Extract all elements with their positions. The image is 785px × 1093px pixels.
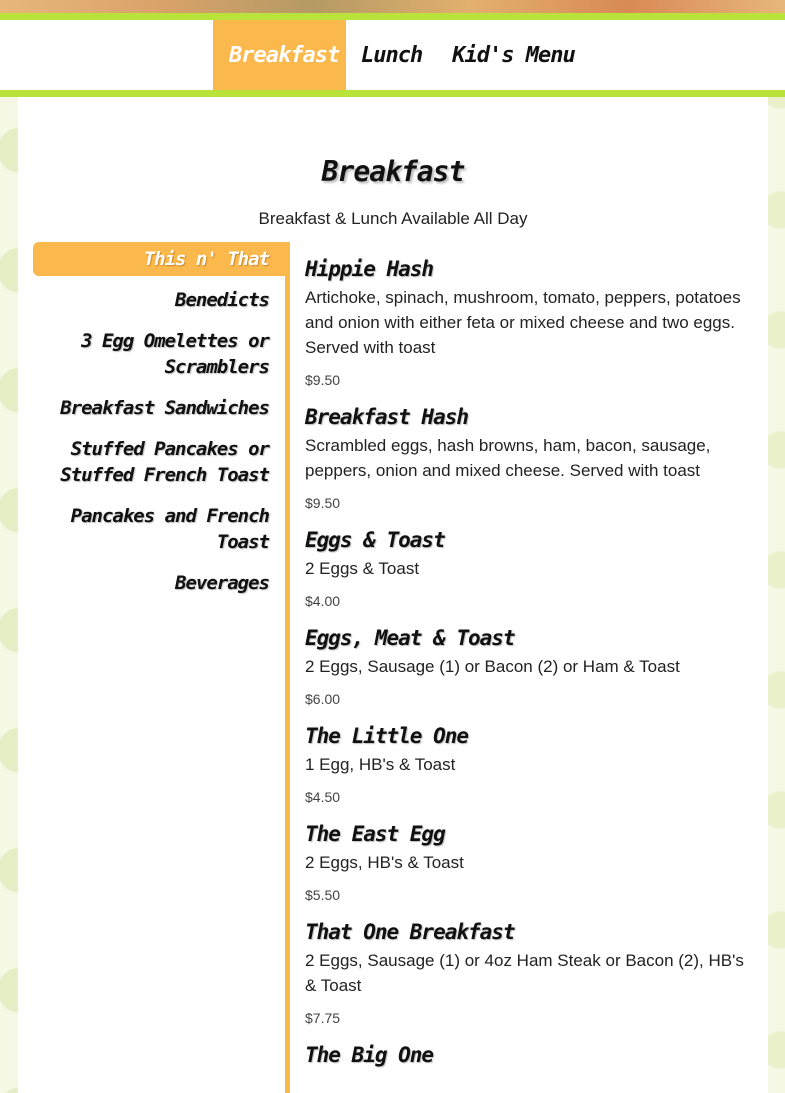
menu-item-description: 2 Eggs, Sausage (1) or 4oz Ham Steak or Bacon (2), HB's & Toast (305, 951, 744, 995)
menu-item-name: Hippie Hash (305, 257, 434, 281)
menu-item-name: Eggs, Meat & Toast (305, 626, 515, 650)
menu-item (305, 721, 745, 807)
menu-tabs (213, 20, 590, 90)
sidebar-item-pancakes-french-toast[interactable]: Pancakes and French Toast (70, 505, 269, 553)
menu-item (305, 254, 745, 390)
menu-item (305, 917, 745, 1028)
menu-item (305, 525, 745, 611)
menu-item-price: $9.50 (305, 372, 341, 388)
menu-item-description: 2 Eggs, HB's & Toast (305, 853, 464, 872)
menu-item-name: That One Breakfast (305, 920, 515, 944)
menu-item-price: $4.50 (305, 789, 341, 805)
menu-item-description: Scrambled eggs, hash browns, ham, bacon, sausage, peppers, onion and mixed cheese. Served with toast (305, 436, 711, 480)
menu-item-name: Breakfast Hash (305, 405, 469, 429)
menu-item-price: $5.50 (305, 887, 341, 903)
menu-content (18, 97, 768, 1093)
page-subtitle: Breakfast & Lunch Available All Day (258, 209, 528, 228)
category-sidebar (33, 242, 290, 1093)
tab-lunch[interactable]: Lunch (361, 42, 423, 68)
tab-kids-menu[interactable]: Kid's Menu (452, 42, 575, 68)
menu-item (305, 1040, 745, 1070)
menu-item-price: $4.00 (305, 593, 341, 609)
menu-item-price: $9.50 (305, 495, 341, 511)
menu-item-description: 2 Eggs, Sausage (1) or Bacon (2) or Ham & Toast (305, 657, 680, 676)
sidebar-item-breakfast-sandwiches[interactable]: Breakfast Sandwiches (60, 397, 269, 419)
tab-breakfast[interactable]: Breakfast (213, 20, 346, 90)
nav-top-border (0, 13, 785, 20)
menu-item-price: $6.00 (305, 691, 341, 707)
sidebar-item-stuffed-pancakes[interactable]: Stuffed Pancakes or Stuffed French Toast (60, 438, 269, 486)
menu-item-description: 1 Egg, HB's & Toast (305, 755, 456, 774)
menu-item (305, 623, 745, 709)
sidebar-item-this-n-that[interactable]: This n' That (33, 242, 290, 276)
menu-items-list (305, 254, 745, 1082)
nav-bottom-border (0, 90, 785, 97)
menu-item-name: The East Egg (305, 822, 445, 846)
menu-item (305, 402, 745, 513)
top-navbar (0, 20, 785, 90)
menu-item-name: Eggs & Toast (305, 528, 445, 552)
sidebar-item-beverages[interactable]: Beverages (175, 572, 269, 594)
page-title: Breakfast (321, 155, 465, 188)
menu-item (305, 819, 745, 905)
menu-item-description: 2 Eggs & Toast (305, 559, 420, 578)
sidebar-item-omelettes[interactable]: 3 Egg Omelettes or Scramblers (81, 330, 269, 378)
menu-item-name: The Big One (305, 1043, 434, 1067)
hero-image-strip (0, 0, 785, 13)
menu-item-name: The Little One (305, 724, 469, 748)
menu-item-price: $7.75 (305, 1010, 341, 1026)
sidebar-item-benedicts[interactable]: Benedicts (175, 289, 269, 311)
menu-item-description: Artichoke, spinach, mushroom, tomato, peppers, potatoes and onion with either feta or mixed cheese and two eggs. Served with toast (305, 288, 741, 357)
